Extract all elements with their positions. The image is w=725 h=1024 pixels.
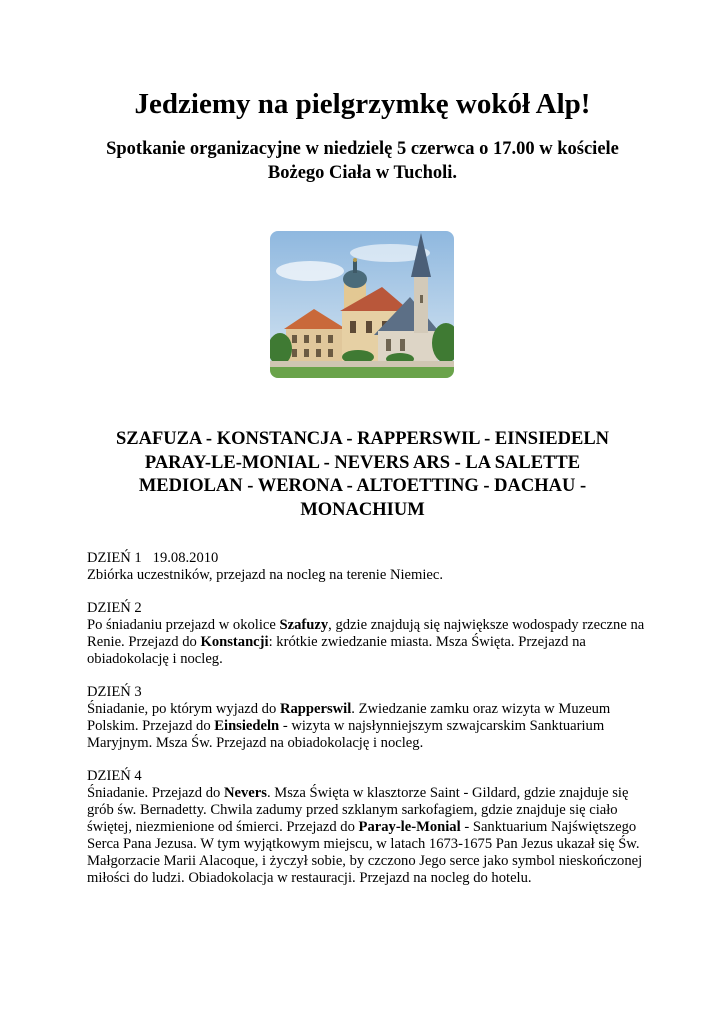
description-text: , gdzie znajdują się największe wodospady rzeczne na Renie. Przejazd do xyxy=(87,617,645,650)
description-text: : krótkie zwiedzanie miasta. Msza Święta. Przejazd na obiadokolację i nocleg. xyxy=(87,634,586,667)
route-list xyxy=(60,428,665,522)
page-title: Jedziemy na pielgrzymkę wokół Alp! xyxy=(134,88,591,120)
description-text: Śniadanie. Przejazd do xyxy=(87,785,224,801)
place-name: Nevers xyxy=(223,785,267,801)
description-text: . Zwiedzanie zamku oraz wizyta w Muzeum Polskim. Przejazd do xyxy=(87,701,611,734)
day-4 xyxy=(87,768,647,887)
day-3 xyxy=(87,684,647,752)
day-header: DZIEŃ 4 xyxy=(87,768,142,784)
description-text: Śniadanie, po którym wyjazd do xyxy=(87,701,280,717)
day-description xyxy=(87,617,647,668)
place-name: Paray-le-Monial xyxy=(358,819,461,835)
church-photo xyxy=(270,231,454,378)
route-line: PARAY-LE-MONIAL - NEVERS ARS - LA SALETTE xyxy=(144,452,581,473)
place-name: Szafuzy xyxy=(279,617,329,633)
day-header: DZIEŃ 3 xyxy=(87,684,142,700)
day-header: DZIEŃ 2 xyxy=(87,600,142,616)
day-2 xyxy=(87,600,647,668)
route-line: MEDIOLAN - WERONA - ALTOETTING - DACHAU - xyxy=(138,476,587,496)
place-name: Einsiedeln xyxy=(214,718,280,734)
day-description xyxy=(87,567,647,584)
place-name: Rapperswil xyxy=(279,701,352,717)
description-text: - wizyta w najsłynniejszym szwajcarskim Sanktuarium Maryjnym. Msza Św. Przejazd na obiadokolację i nocleg. xyxy=(87,718,605,751)
itinerary xyxy=(87,550,647,903)
place-name: Konstancji xyxy=(200,634,269,650)
description-text: . Msza Święta w klasztorze Saint - Gildard, gdzie znajduje się grób św. Bernadetty. Chwila zadumy przed szklanym sarkofagiem, gdzie znajduje się ciało świętej, niezmienione od śmierci. Przejazd do xyxy=(87,785,629,835)
day-description xyxy=(87,701,647,752)
meeting-subtitle: Spotkanie organizacyjne w niedzielę 5 czerwca o 17.00 w kościele Bożego Ciała w Tucholi. xyxy=(106,139,619,183)
description-text: Po śniadaniu przejazd w okolice xyxy=(87,617,280,633)
day-description xyxy=(87,785,647,887)
description-text: - Sanktuarium Najświętszego Serca Pana Jezusa. W tym wyjątkowym miejscu, w latach 1673-1675 Pan Jezus ukazał się Św. Małgorzacie Marii Alacoque, i życzył sobie, by czczono Jego serce jako symbol nieskończonej miłości do ludzi. Obiadokolacja w restauracji. Przejazd na nocleg do hotelu. xyxy=(87,819,643,886)
route-line: SZAFUZA - KONSTANCJA - RAPPERSWIL - EINSIEDELN xyxy=(115,429,610,449)
day-header: DZIEŃ 1 19.08.2010 xyxy=(87,550,219,566)
route-line: MONACHIUM xyxy=(300,499,425,520)
description-text: Zbiórka uczestników, przejazd na nocleg na terenie Niemiec. xyxy=(87,567,444,583)
day-1 xyxy=(87,550,647,584)
